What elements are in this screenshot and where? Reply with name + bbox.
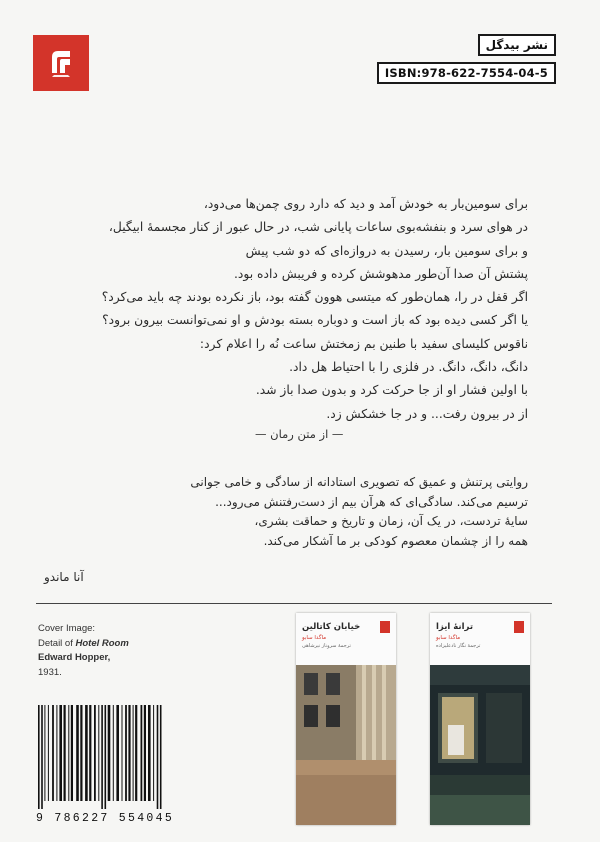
barcode-bar — [44, 705, 45, 801]
barcode-bar — [68, 705, 69, 801]
book-publisher-logo-icon — [514, 621, 524, 633]
night-window-art — [430, 665, 530, 825]
blurb-line: همه را از چشمان معصوم کودکی بر ما آشکار می‌کند. — [263, 533, 528, 548]
barcode-bar — [144, 705, 146, 801]
barcode-bar — [141, 705, 143, 801]
barcode-bar — [41, 705, 43, 809]
barcode-bar — [105, 705, 107, 809]
excerpt-source: — از متن رمان — — [255, 427, 344, 441]
barcode-bar — [160, 705, 162, 809]
painting-year: 1931. — [38, 666, 62, 678]
blurb-line: ترسیم می‌کند. سادگی‌ای که هرآن بیم از دست‌رفتنش می‌رود... — [215, 494, 528, 509]
excerpt-line: دانگ، دانگ، دانگ. در فلزی را با احتیاط هل داد. — [289, 360, 528, 375]
barcode-bar — [76, 705, 79, 801]
book-title: ترانهٔ ایزا — [436, 622, 474, 632]
book-author: ماگدا سابو — [436, 635, 461, 641]
novel-excerpt — [101, 193, 528, 426]
book-author: ماگدا سابو — [302, 635, 327, 641]
building-window-art — [296, 665, 396, 825]
barcode-bar — [157, 705, 159, 809]
excerpt-line: از در بیرون رفت... و در جا خشکش زد. — [326, 406, 528, 421]
credits-detail-label: Detail of — [38, 637, 73, 649]
barcode-bar — [85, 705, 88, 801]
barcode-bar — [64, 705, 66, 801]
barcode-bar — [101, 705, 103, 809]
cover-credits — [38, 622, 129, 680]
barcode-bar — [148, 705, 151, 801]
section-divider — [36, 603, 552, 604]
barcode-bar — [116, 705, 119, 801]
excerpt-line: و برای سومین بار، رسیدن به دروازه‌ای که دو شب پیش — [245, 243, 528, 258]
barcode-bar — [56, 705, 57, 801]
excerpt-line: با اولین فشار او از جا حرکت کرد و بدون صدا باز شد. — [255, 383, 528, 398]
barcode-bar — [135, 705, 137, 801]
book-translator: ترجمهٔ سروناز نیرشاهی — [302, 643, 351, 649]
barcode-bar — [98, 705, 99, 801]
barcode-bar — [59, 705, 62, 801]
publisher-info — [377, 34, 556, 84]
barcode-bar — [38, 705, 40, 809]
excerpt-line: در هوای سرد و بنفشه‌بوی ساعات پایانی شب، در حال عبور از کنار مجسمهٔ ابیگیل، — [108, 220, 528, 235]
barcode-bar — [108, 705, 111, 801]
barcode-block — [36, 705, 246, 825]
book-title: خیابان کاتالین — [302, 622, 361, 632]
excerpt-line: برای سومین‌بار به خودش آمد و دید که دارد روی چمن‌ها می‌دود، — [203, 197, 528, 211]
excerpt-line: اگر قفل در را، همان‌طور که میتسی هوون گفته بود، باز نکرده بودند چه باید می‌کرد؟ — [101, 290, 528, 305]
publisher-name: نشر بیدگل — [478, 34, 556, 56]
barcode-bar — [89, 705, 91, 801]
excerpt-line: پشتش آن صدا آن‌طور مدهوشش کرده و فریبش داده بود. — [233, 266, 528, 281]
blurb-line: روایتی پرتنش و عمیق که تصویری استادانه از سادگی و خامی جوانی — [190, 475, 528, 489]
painter-name: Edward Hopper, — [38, 652, 111, 663]
barcode-digits: 9 786227 554045 — [36, 812, 175, 825]
credits-detail — [38, 637, 129, 652]
excerpt-line: ناقوس کلیسای سفید با طنین بم زمختش ساعت نُه را اعلام کرد: — [199, 336, 528, 351]
blurb-line: سایهٔ تردست، در یک آن، زمان و تاریخ و حماقت بشری، — [254, 514, 528, 528]
barcode — [36, 705, 246, 809]
excerpt-line: یا اگر کسی دیده بود که باز است و دوباره بسته بودش و او نمی‌توانست بیرون برود؟ — [102, 313, 528, 328]
bidgol-logo-icon — [43, 45, 79, 81]
isbn-label: ISBN:978-622-7554-04-5 — [377, 62, 556, 84]
barcode-bar — [122, 705, 123, 801]
barcode-bar — [71, 705, 73, 801]
barcode-bar — [94, 705, 96, 801]
publisher-logo — [33, 35, 89, 91]
book-translator: ترجمهٔ نگار نادعلیزاده — [436, 643, 481, 649]
barcode-bar — [113, 705, 114, 801]
related-book — [430, 613, 530, 825]
barcode-bar — [128, 705, 130, 801]
related-book — [296, 613, 396, 825]
credits-heading: Cover Image: — [38, 623, 96, 634]
review-blurb — [88, 473, 528, 551]
barcode-bar — [125, 705, 127, 801]
barcode-bar — [52, 705, 54, 801]
barcode-bar — [48, 705, 49, 801]
painting-title: Hotel Room — [75, 637, 129, 649]
barcode-bar — [133, 705, 134, 801]
barcode-bar — [80, 705, 82, 801]
book-publisher-logo-icon — [380, 621, 390, 633]
barcode-bar — [153, 705, 154, 801]
blurb-author: آنا ماندو — [44, 570, 84, 584]
